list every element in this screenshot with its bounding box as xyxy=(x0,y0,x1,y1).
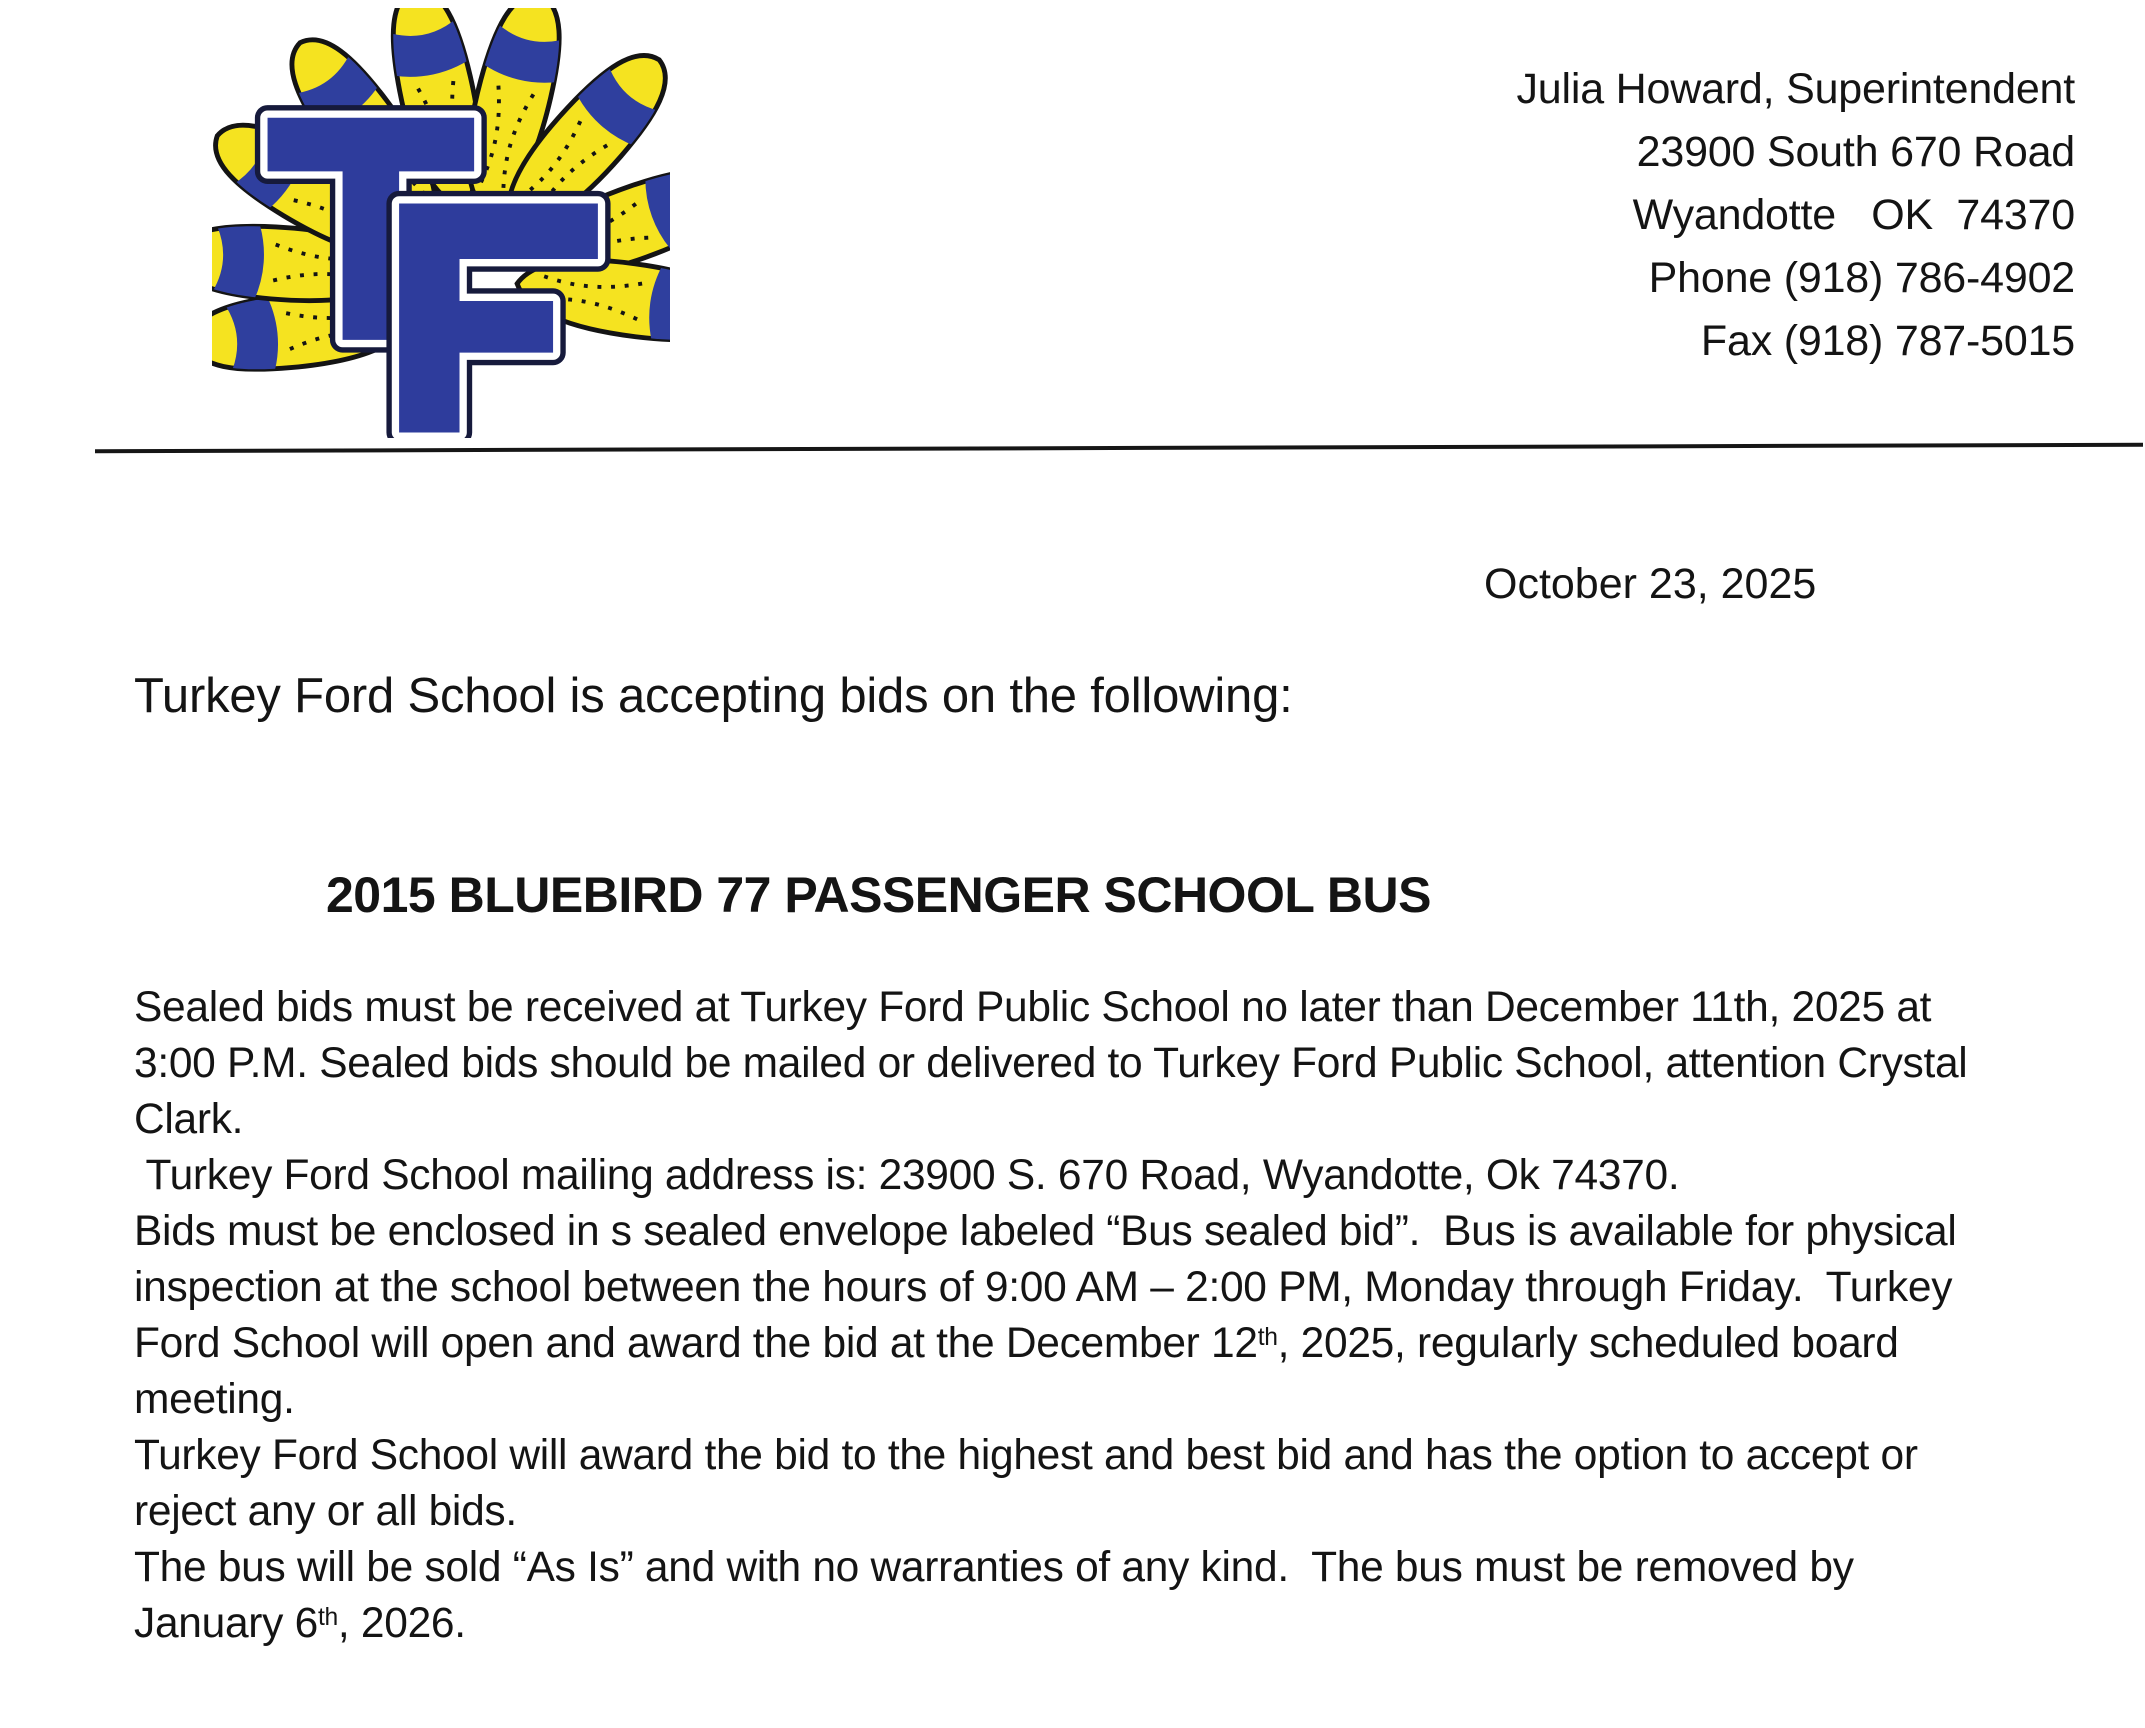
body-line: inspection at the school between the hours of 9:00 AM – 2:00 PM, Monday through Friday. Turkey xyxy=(134,1264,1953,1311)
body-line: meeting. xyxy=(134,1376,295,1423)
header-contact-block xyxy=(1516,58,2075,373)
tf-logo-icon xyxy=(212,8,670,438)
body-line: 3:00 P.M. Sealed bids should be mailed or delivered to Turkey Ford Public School, attention Crystal xyxy=(134,1040,1968,1087)
header-contact-line: Fax (918) 787-5015 xyxy=(1700,317,2075,365)
letter-body xyxy=(134,980,1967,1652)
header-contact-line: 23900 South 670 Road xyxy=(1636,128,2075,176)
body-line: Turkey Ford School will award the bid to the highest and best bid and has the option to accept or xyxy=(134,1432,1918,1479)
header-contact-line: Phone (918) 786-4902 xyxy=(1648,254,2075,302)
opening-line: Turkey Ford School is accepting bids on the following: xyxy=(134,669,1293,723)
body-line: Ford School will open and award the bid at the December 12th, 2025, regularly scheduled board xyxy=(134,1320,1899,1367)
body-line: The bus will be sold “As Is” and with no warranties of any kind. The bus must be removed by xyxy=(134,1544,1854,1591)
body-line: Clark. xyxy=(134,1096,244,1143)
body-line: Turkey Ford School mailing address is: 23900 S. 670 Road, Wyandotte, Ok 74370. xyxy=(134,1152,1680,1199)
divider-line xyxy=(95,443,2143,453)
school-logo xyxy=(212,8,670,438)
body-line: reject any or all bids. xyxy=(134,1488,517,1535)
bus-heading: 2015 BLUEBIRD 77 PASSENGER SCHOOL BUS xyxy=(326,867,1431,923)
body-line: January 6th, 2026. xyxy=(134,1600,466,1647)
body-line: Bids must be enclosed in s sealed envelope labeled “Bus sealed bid”. Bus is available for physical xyxy=(134,1208,1957,1255)
body-line: Sealed bids must be received at Turkey Ford Public School no later than December 11th, 2025 at xyxy=(134,984,1932,1031)
header-contact-line: Julia Howard, Superintendent xyxy=(1516,65,2075,113)
letter-date: October 23, 2025 xyxy=(1484,560,1817,608)
header-contact-line: Wyandotte OK 74370 xyxy=(1632,191,2075,239)
